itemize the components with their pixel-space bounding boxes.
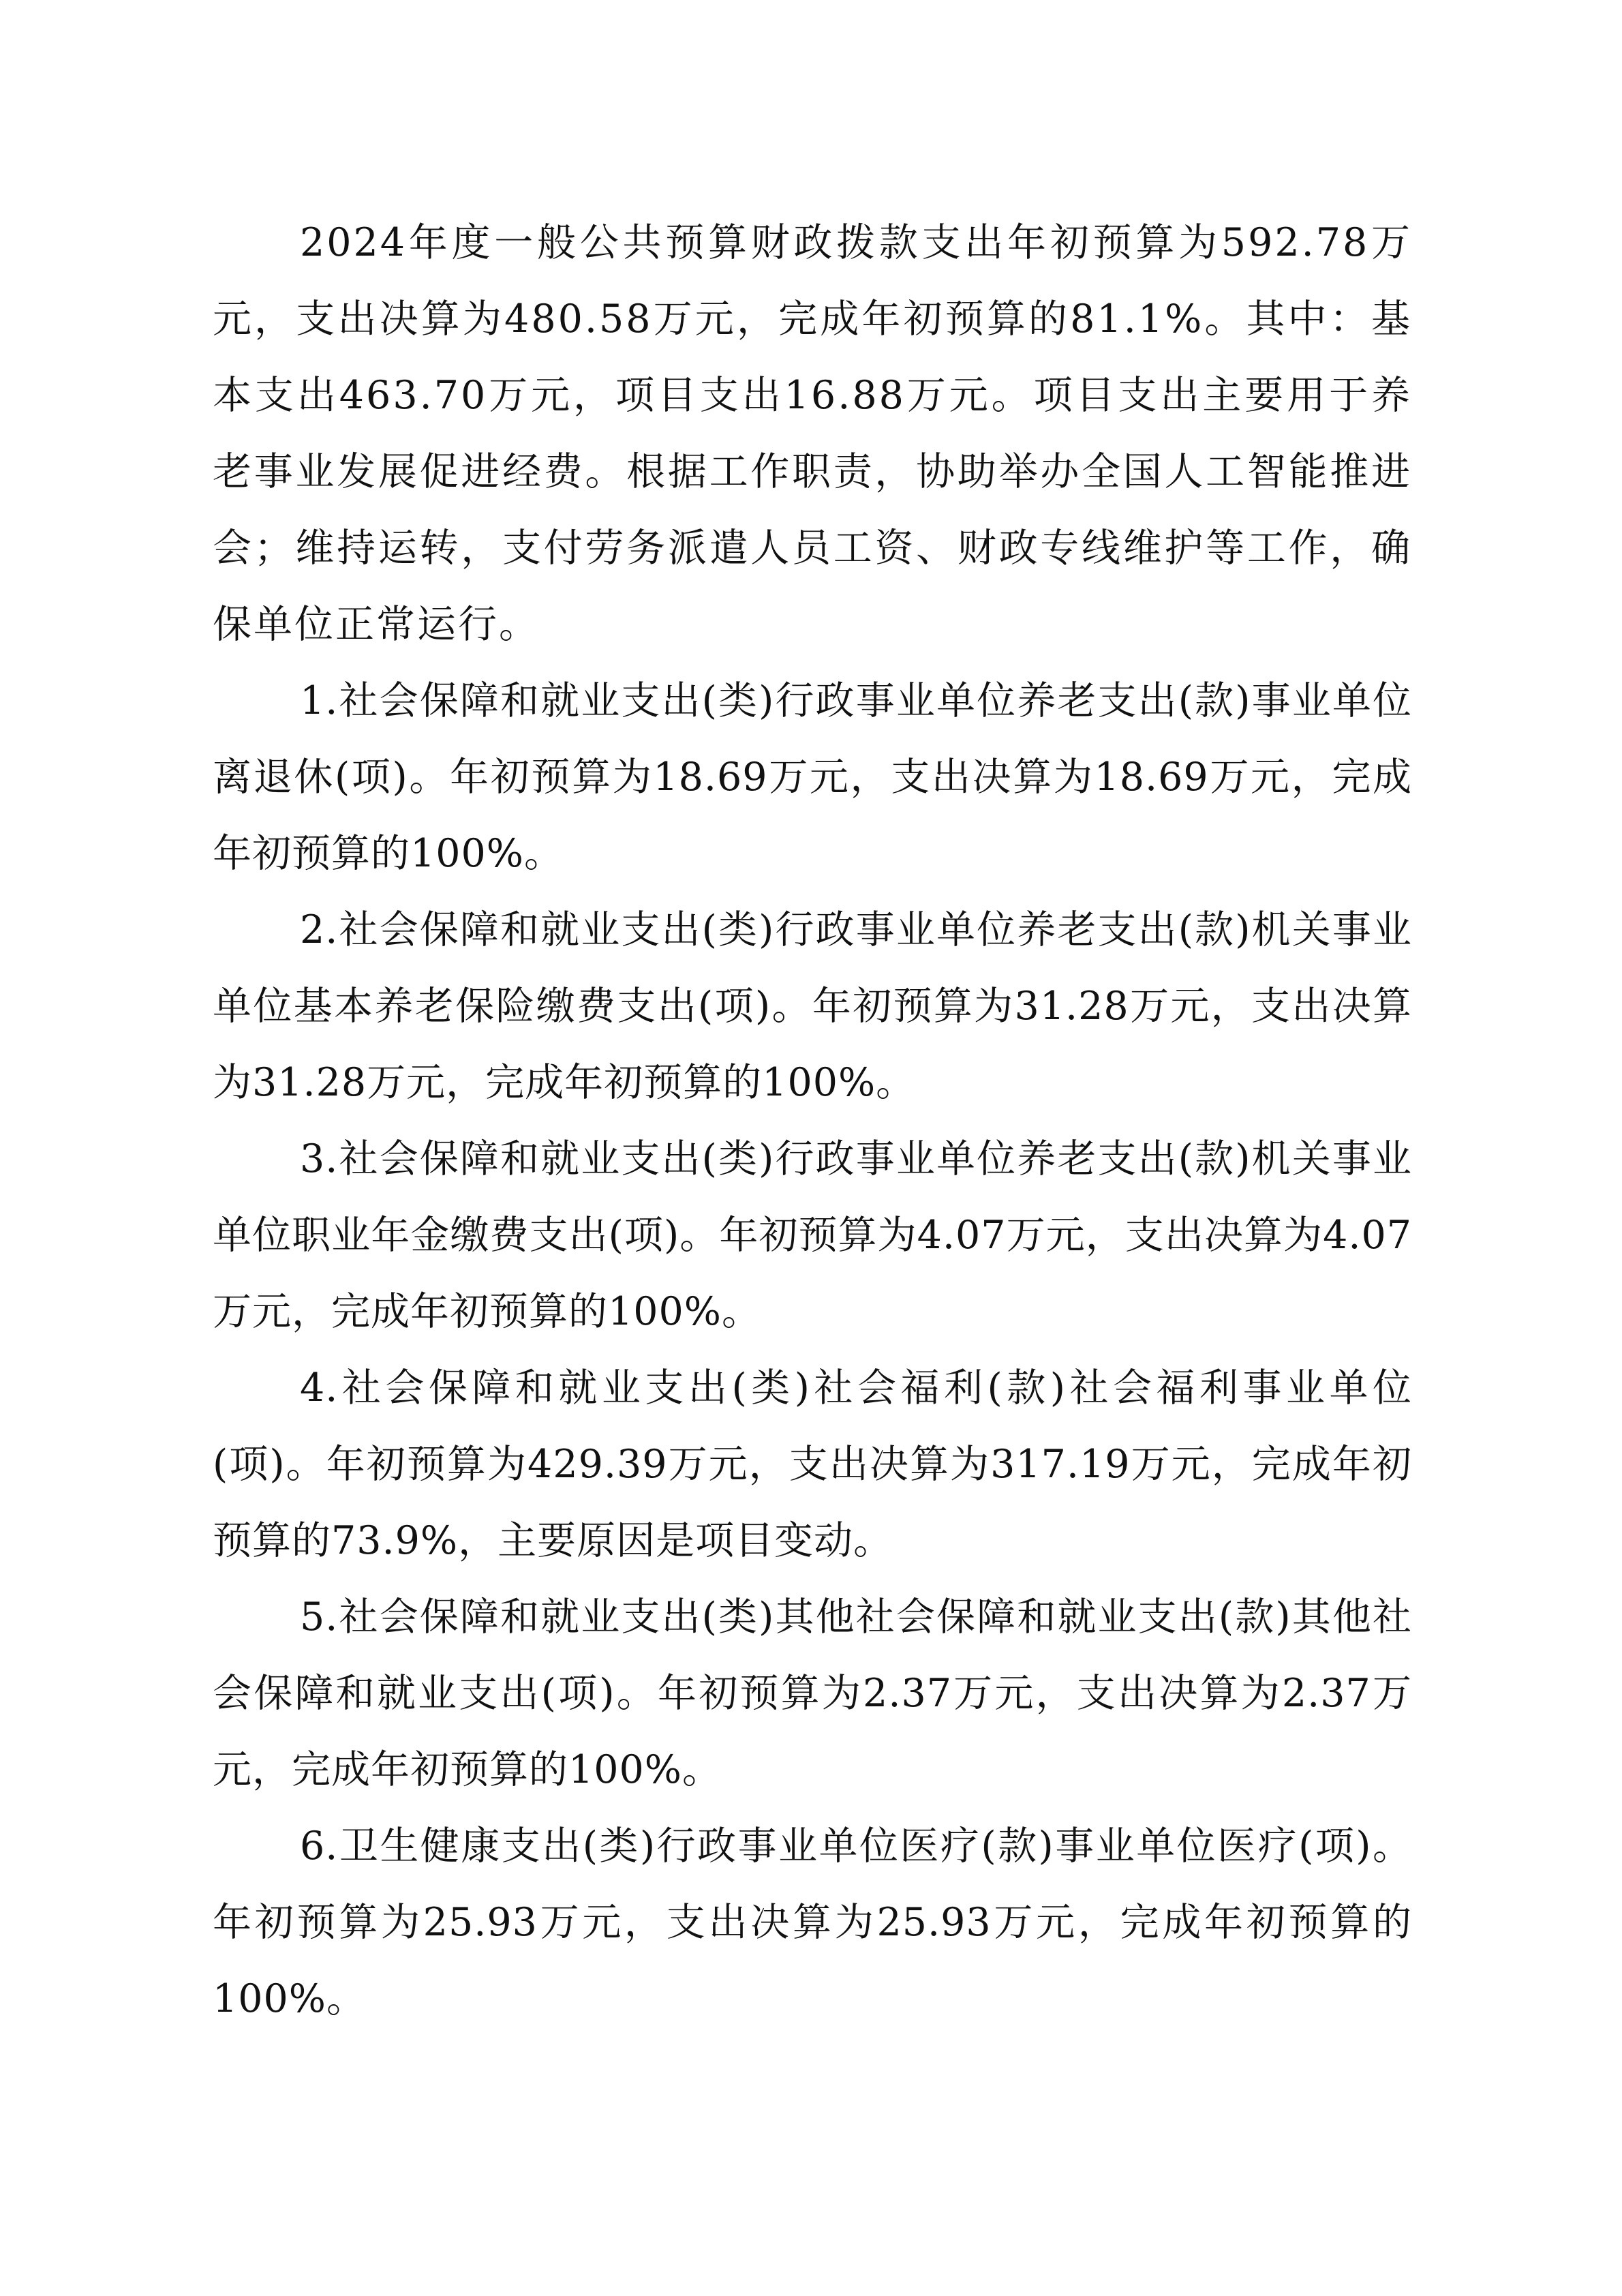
item-5-paragraph: 5.社会保障和就业支出(类)其他社会保障和就业支出(款)其他社会保障和就业支出(项)。年初预算为2.37万元，支出决算为2.37万元，完成年初预算的100%。 (213, 1595, 1412, 1792)
item-2-paragraph: 2.社会保障和就业支出(类)行政事业单位养老支出(款)机关事业单位基本养老保险缴费支出(项)。年初预算为31.28万元，支出决算为31.28万元，完成年初预算的100%。 (213, 907, 1412, 1105)
item-4-paragraph: 4.社会保障和就业支出(类)社会福利(款)社会福利事业单位(项)。年初预算为429.39万元，支出决算为317.19万元，完成年初预算的73.9%，主要原因是项目变动。 (213, 1365, 1412, 1563)
item-3-paragraph: 3.社会保障和就业支出(类)行政事业单位养老支出(款)机关事业单位职业年金缴费支出(项)。年初预算为4.07万元，支出决算为4.07万元，完成年初预算的100%。 (213, 1136, 1412, 1334)
document-body (213, 205, 1412, 2037)
item-6-paragraph: 6.卫生健康支出(类)行政事业单位医疗(款)事业单位医疗(项)。年初预算为25.93万元，支出决算为25.93万元，完成年初预算的100%。 (213, 1824, 1412, 2021)
item-1-paragraph: 1.社会保障和就业支出(类)行政事业单位养老支出(款)事业单位离退休(项)。年初预算为18.69万元，支出决算为18.69万元，完成年初预算的100%。 (213, 678, 1412, 876)
summary-paragraph: 2024年度一般公共预算财政拨款支出年初预算为592.78万元，支出决算为480.58万元，完成年初预算的81.1%。其中：基本支出463.70万元，项目支出16.88万元。项目支出主要用于养老事业发展促进经费。根据工作职责，协助举办全国人工智能推进会；维持运转，支付劳务派遣人员工资、财政专线维护等工作，确保单位正常运行。 (213, 220, 1412, 647)
